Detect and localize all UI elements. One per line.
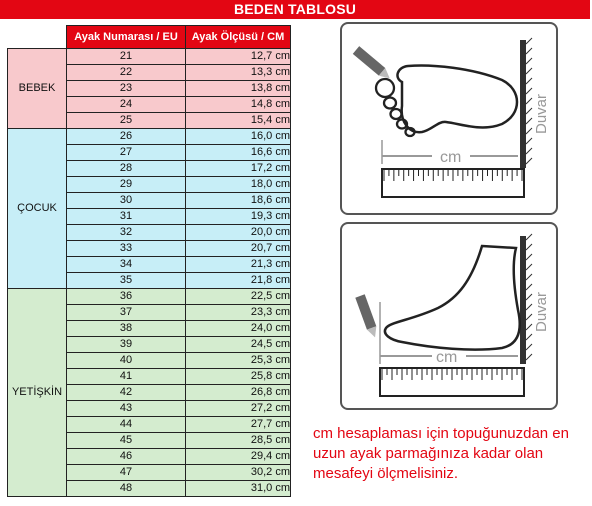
toe-1: [376, 79, 394, 97]
eu-size-cell: 41: [67, 369, 186, 385]
eu-size-cell: 40: [67, 353, 186, 369]
eu-size-cell: 45: [67, 433, 186, 449]
cm-length-cell: 18,0 cm: [186, 177, 291, 193]
title-banner: BEDEN TABLOSU: [0, 0, 590, 19]
eu-size-cell: 33: [67, 241, 186, 257]
eu-size-cell: 37: [67, 305, 186, 321]
foot-sole-outline: [397, 66, 517, 133]
table-row: [8, 49, 291, 65]
measurement-note: cm hesaplaması için topuğunuzdan en uzun ayak parmağınıza kadar olan mesafeyi ölçmelisiniz.: [313, 425, 569, 482]
cm-length-cell: 25,8 cm: [186, 369, 291, 385]
eu-size-cell: 22: [67, 65, 186, 81]
eu-size-cell: 21: [67, 49, 186, 65]
table-row: [8, 289, 291, 305]
header-blank: [8, 26, 67, 49]
cm-length-cell: 16,6 cm: [186, 145, 291, 161]
ruler-top: [382, 169, 524, 197]
group-label-cocuk: ÇOCUK: [8, 129, 67, 289]
eu-size-cell: 47: [67, 465, 186, 481]
wall-label: Duvar: [533, 93, 550, 134]
eu-size-cell: 31: [67, 209, 186, 225]
eu-size-cell: 23: [67, 81, 186, 97]
foot-top-view-illustration: [342, 24, 556, 213]
cm-length-cell: 24,0 cm: [186, 321, 291, 337]
header-eu: Ayak Numarası / EU: [67, 26, 186, 49]
eu-size-cell: 29: [67, 177, 186, 193]
table-row: [8, 129, 291, 145]
eu-size-cell: 30: [67, 193, 186, 209]
eu-size-cell: 24: [67, 97, 186, 113]
eu-size-cell: 36: [67, 289, 186, 305]
cm-length-cell: 26,8 cm: [186, 385, 291, 401]
cm-length-cell: 30,2 cm: [186, 465, 291, 481]
cm-length-cell: 29,4 cm: [186, 449, 291, 465]
group-label-bebek: BEBEK: [8, 49, 67, 129]
foot-side-outline: [385, 246, 520, 350]
cm-length-cell: 21,8 cm: [186, 273, 291, 289]
wall: [520, 40, 526, 168]
cm-length-cell: 17,2 cm: [186, 161, 291, 177]
cm-length-cell: 24,5 cm: [186, 337, 291, 353]
cm-length-cell: 12,7 cm: [186, 49, 291, 65]
eu-size-cell: 26: [67, 129, 186, 145]
cm-length-cell: 20,0 cm: [186, 225, 291, 241]
foot-top-view-panel: [340, 22, 558, 215]
eu-size-cell: 39: [67, 337, 186, 353]
ruler-bottom: [380, 368, 524, 396]
cm-length-cell: 14,8 cm: [186, 97, 291, 113]
foot-side-view-panel: [340, 222, 558, 410]
cm-length-cell: 16,0 cm: [186, 129, 291, 145]
group-label-yetiskin: YETİŞKİN: [8, 289, 67, 497]
unit-label-top: cm: [440, 149, 462, 166]
wall-label: Duvar: [533, 291, 550, 332]
cm-length-cell: 23,3 cm: [186, 305, 291, 321]
eu-size-cell: 28: [67, 161, 186, 177]
table-header-row: [8, 26, 291, 49]
pencil-icon: [355, 294, 379, 339]
cm-length-cell: 21,3 cm: [186, 257, 291, 273]
size-table-body: [8, 49, 291, 497]
cm-length-cell: 27,2 cm: [186, 401, 291, 417]
eu-size-cell: 46: [67, 449, 186, 465]
cm-length-cell: 20,7 cm: [186, 241, 291, 257]
cm-length-cell: 25,3 cm: [186, 353, 291, 369]
unit-label-bottom: cm: [436, 349, 458, 366]
pencil-icon: [353, 46, 393, 82]
cm-length-cell: 19,3 cm: [186, 209, 291, 225]
eu-size-cell: 44: [67, 417, 186, 433]
eu-size-cell: 32: [67, 225, 186, 241]
eu-size-cell: 42: [67, 385, 186, 401]
cm-length-cell: 27,7 cm: [186, 417, 291, 433]
cm-length-cell: 13,3 cm: [186, 65, 291, 81]
eu-size-cell: 35: [67, 273, 186, 289]
wall: [520, 236, 526, 364]
size-table: [7, 25, 291, 497]
cm-length-cell: 22,5 cm: [186, 289, 291, 305]
cm-length-cell: 28,5 cm: [186, 433, 291, 449]
header-cm: Ayak Ölçüsü / CM: [186, 26, 291, 49]
cm-length-cell: 13,8 cm: [186, 81, 291, 97]
cm-length-cell: 15,4 cm: [186, 113, 291, 129]
eu-size-cell: 27: [67, 145, 186, 161]
eu-size-cell: 34: [67, 257, 186, 273]
eu-size-cell: 48: [67, 481, 186, 497]
foot-side-view-illustration: [342, 224, 556, 408]
eu-size-cell: 43: [67, 401, 186, 417]
eu-size-cell: 38: [67, 321, 186, 337]
cm-length-cell: 18,6 cm: [186, 193, 291, 209]
eu-size-cell: 25: [67, 113, 186, 129]
cm-length-cell: 31,0 cm: [186, 481, 291, 497]
